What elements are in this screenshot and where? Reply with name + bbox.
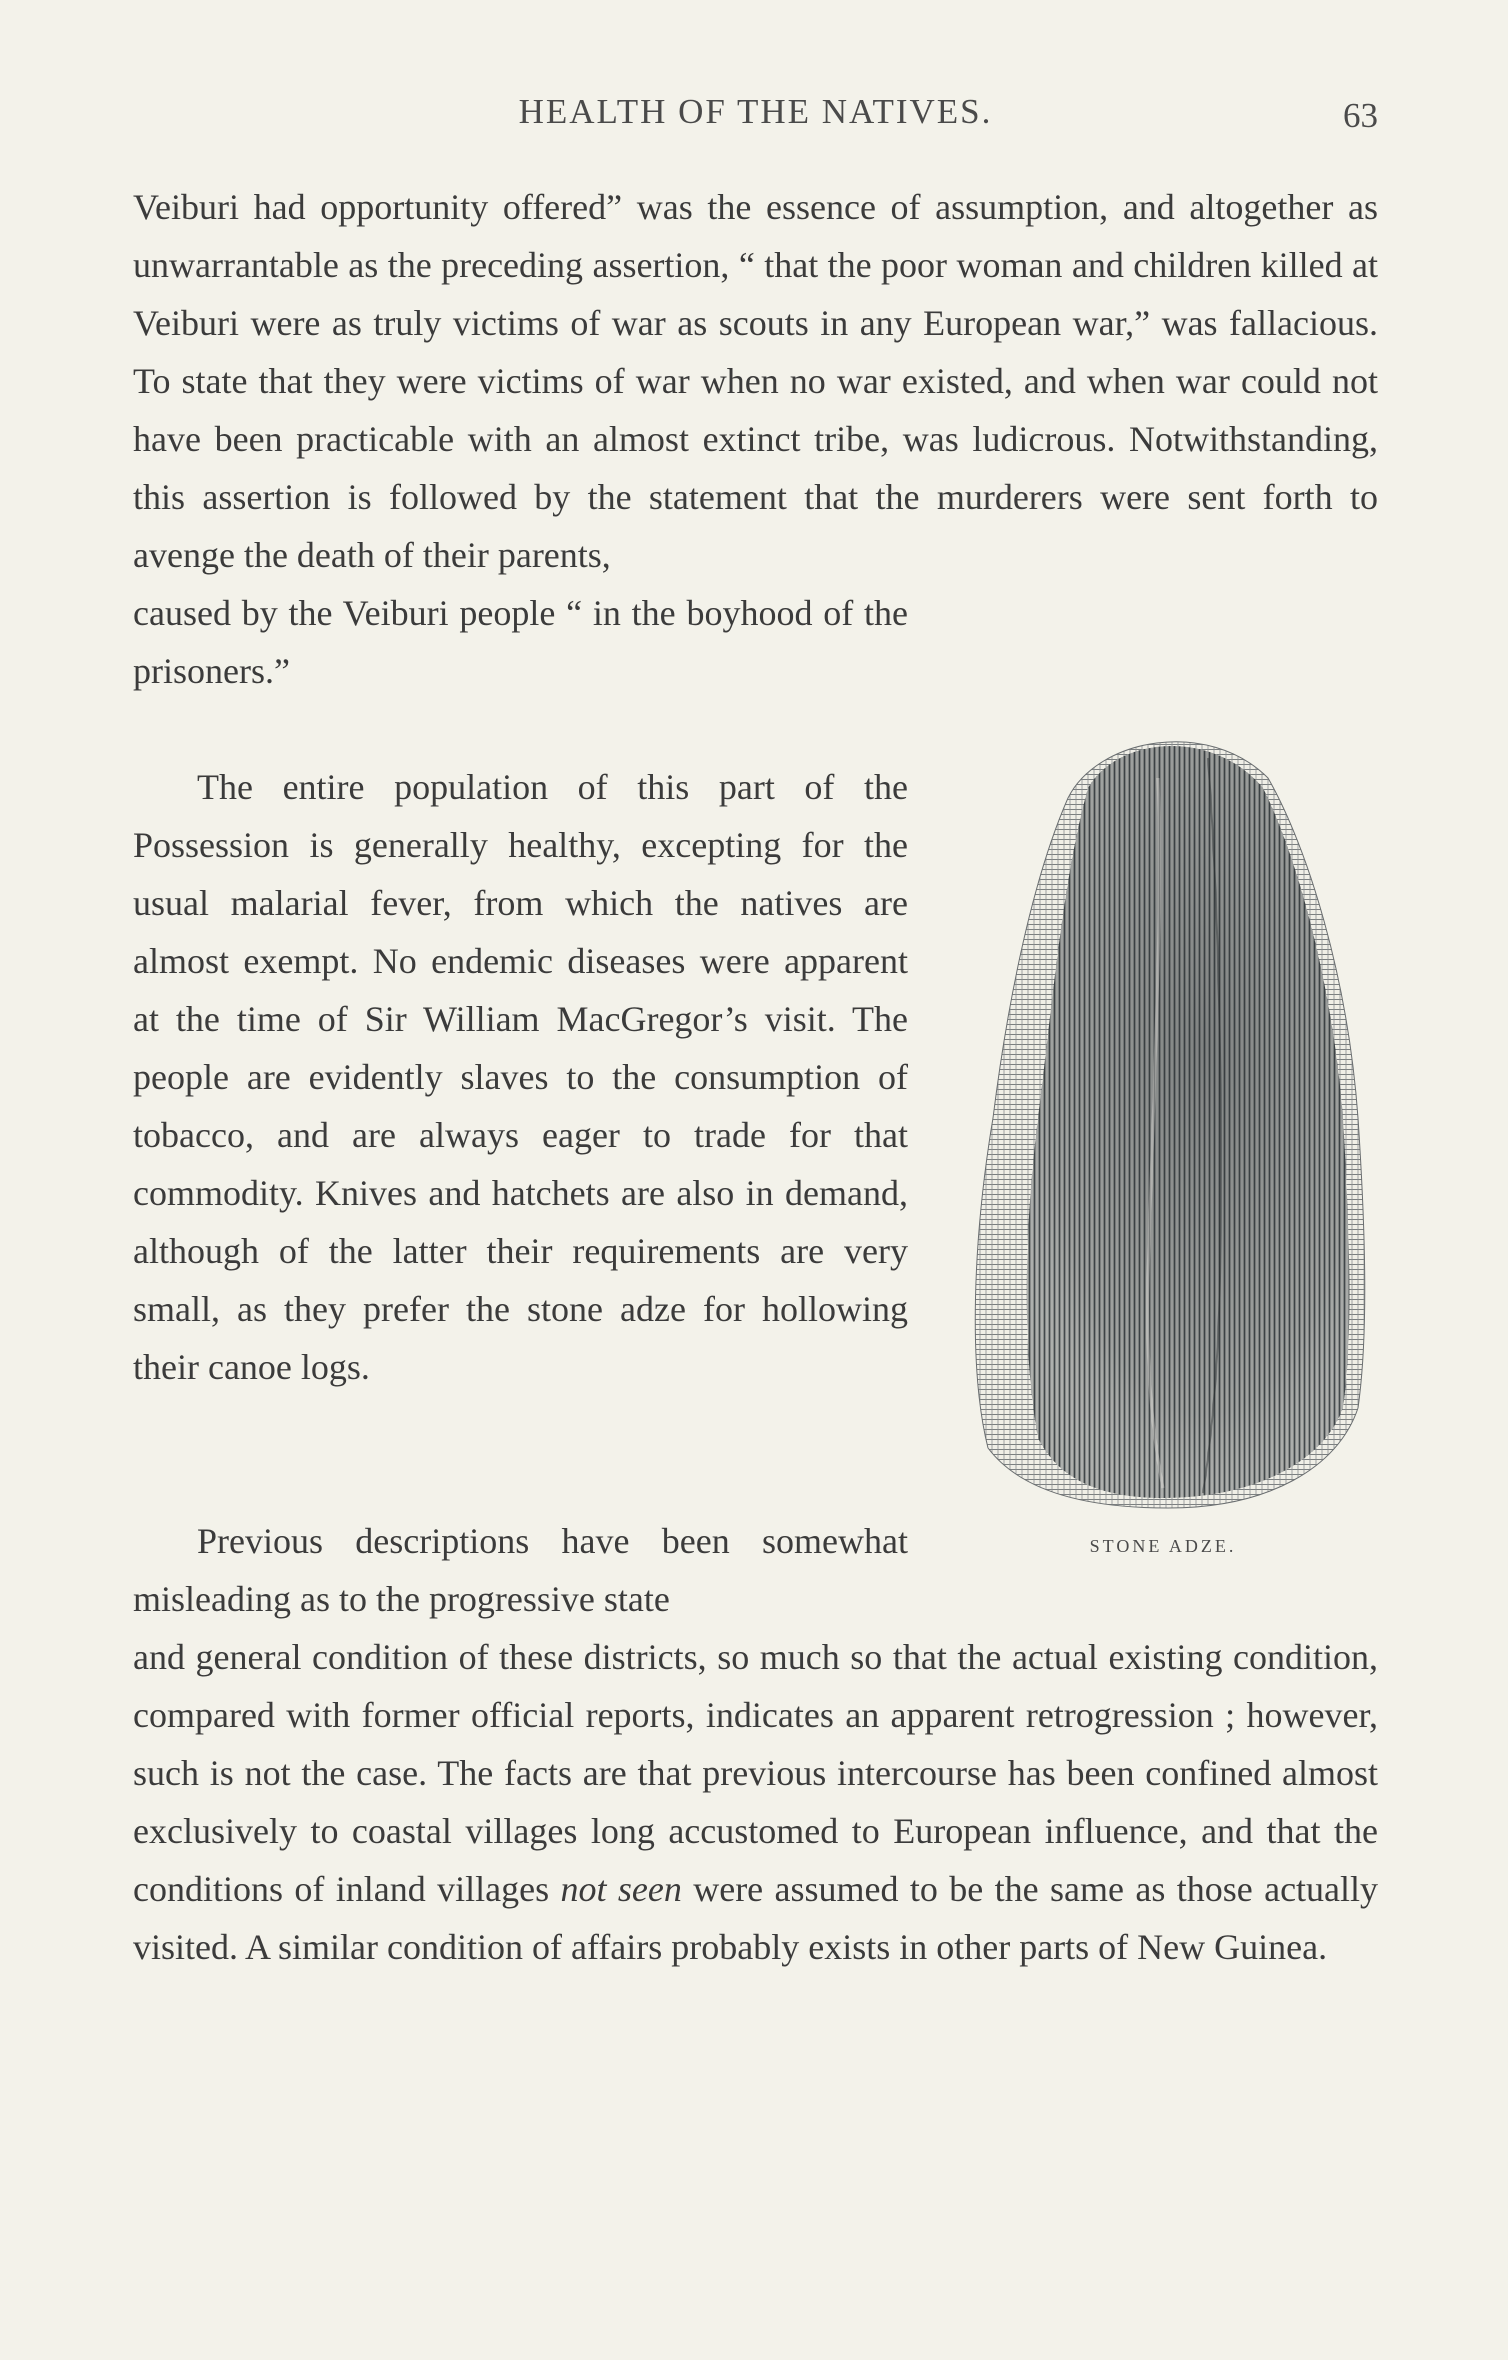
paragraph-1 [133,178,1378,700]
paragraph-3-italic: not seen [560,1869,682,1909]
paragraph-3-text-b: were assumed to be the same as those actually visited. A similar condition of affairs probably exists in other parts of New Guinea. [133,1869,1379,1967]
running-header [133,92,1378,152]
figure-caption: STONE ADZE. [1089,1536,1237,1556]
paragraph-2: The entire population of this part of the Possession is generally healthy, excepting for the usual malarial fever, from which the natives are almost exempt. No endemic diseases were apparent at the time of Sir William MacGregor’s visit. The people are evidently slaves to the consumption of tobacco, and are always eager to trade for that commodity. Knives and hatchets are also in demand, although of the latter their requirements are very small, as they prefer the stone adze for hollowing their canoe logs. [133,767,908,1387]
paragraph-3-narrow-text: Previous descriptions have been somewhat misleading as to the progressive state [133,1521,908,1619]
paragraph-1-narrow-text: caused by the Veiburi people “ in the boyhood of the prisoners.” [133,593,908,691]
running-title: HEALTH OF THE NATIVES. [518,92,993,131]
paragraph-3-text-a: and general condition of these districts, so much so that the actual existing condition, compared with former official reports, indicates an apparent retrogression ; however, such is not the case. The facts are that previous intercourse has been confined almost exclusively to coastal villages long accustomed to European influence, and that the conditions of inland villages [133,1637,1378,1909]
paragraph-1-wide-text: Veiburi had opportunity offered” was the essence of assumption, and altogether as unwarrantable as the preceding assertion, “ that the poor woman and children killed at Veiburi were as truly victims of war as scouts in any European war,” was fallacious. To state that they were victims of war when no war existed, and when war could not have been practicable with an almost extinct tribe, was ludicrous. Notwithstanding, this assertion is followed by the statement that the murderers were sent forth to avenge the death of their parents, [133,187,1378,575]
paragraph-3 [133,1512,1378,1976]
stone-adze-figure [948,718,1378,1556]
stone-adze-illustration [948,718,1378,1518]
page-number: 63 [1343,96,1378,135]
